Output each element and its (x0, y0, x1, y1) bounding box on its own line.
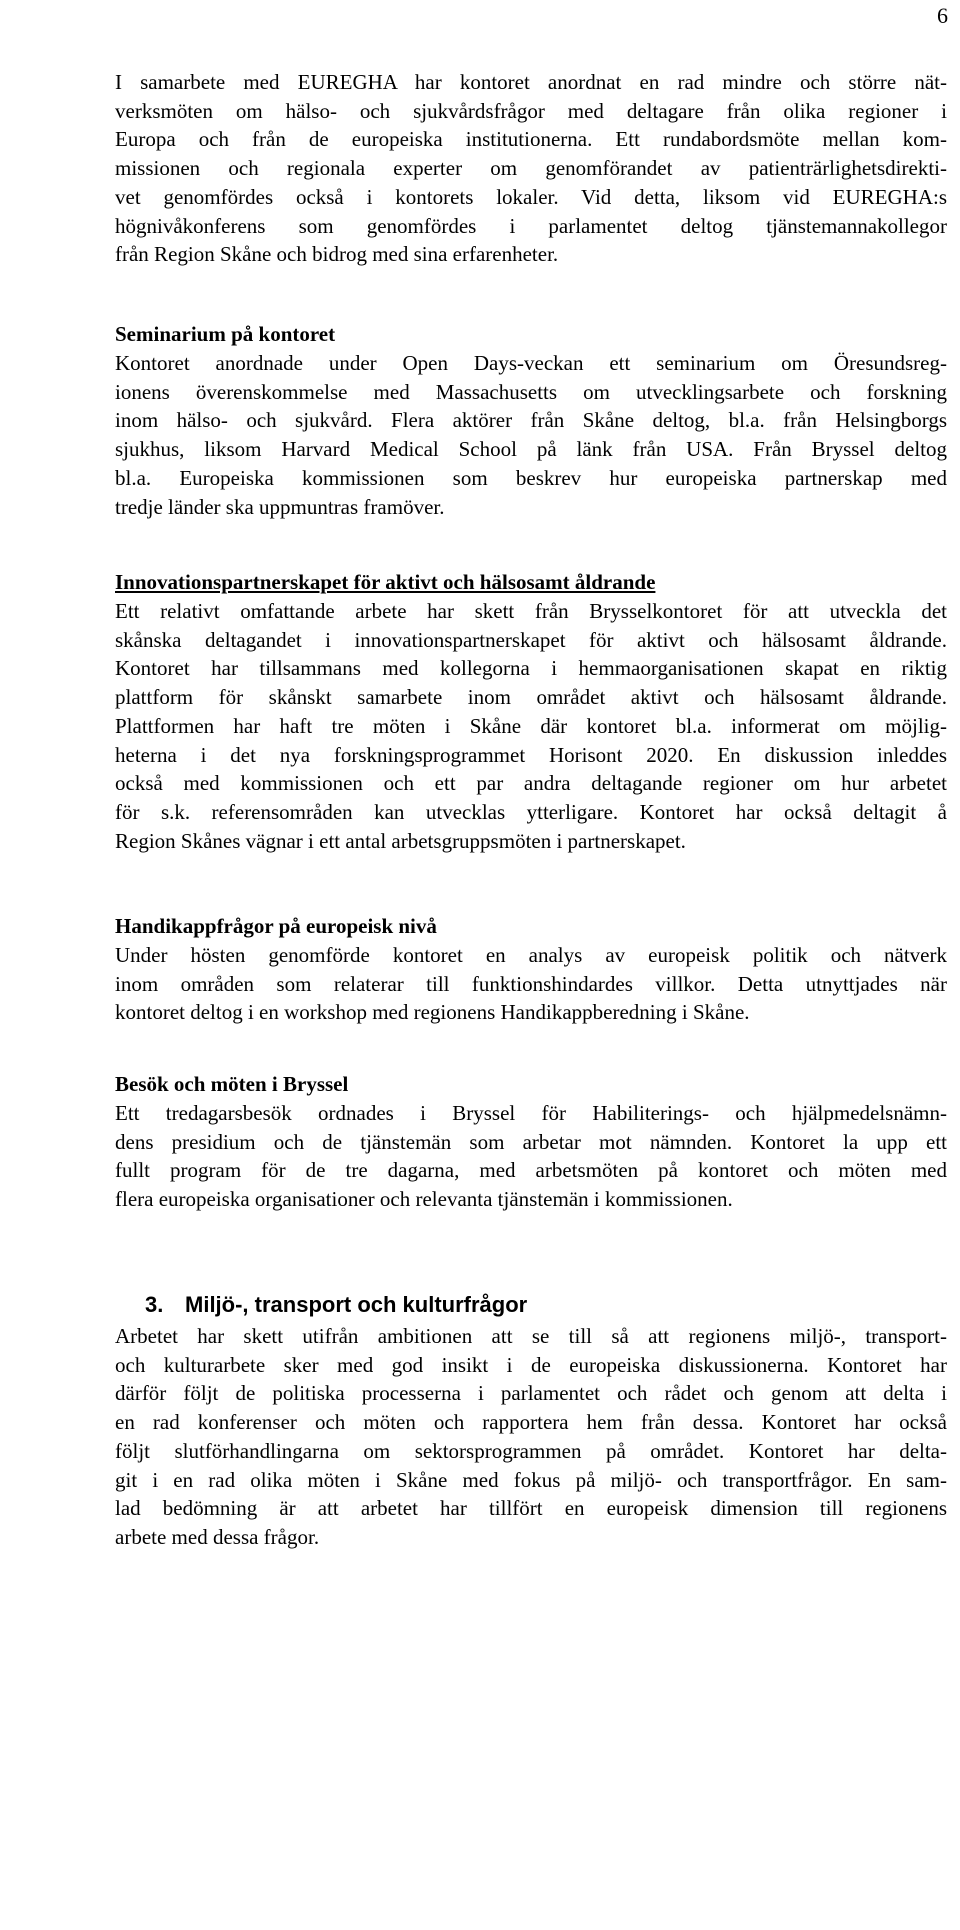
text-line: I samarbete med EUREGHA har kontoret anordnat en rad mindre och större nät- (115, 70, 947, 94)
chapter-title: Miljö-, transport och kulturfrågor (185, 1292, 528, 1317)
text-line: och kulturarbete sker med god insikt i de europeiska diskussionerna. Kontoret har (115, 1352, 947, 1377)
seminarium-paragraph (115, 349, 947, 521)
text-line: inom hälso- och sjukvård. Flera aktörer från Skåne deltog, bl.a. från Helsingborgs (115, 408, 947, 433)
text-line: lad bedömning är att arbetet har tillfört en europeisk dimension till regionens (115, 1496, 947, 1521)
text-line: Kontoret har tillsammans med kollegorna i hemmaorganisationen skapat en riktig (115, 656, 947, 681)
text-line: Kontoret anordnade under Open Days-veckan ett seminarium om Öresundsreg- (115, 351, 947, 375)
text-line: plattform för skånskt samarbete inom området aktivt och hälsosamt åldrande. (115, 685, 947, 710)
text-line: en rad konferenser och möten och rapportera hem från dessa. Kontoret har också (115, 1410, 947, 1435)
text-line: Ett tredagarsbesök ordnades i Bryssel för Habiliterings- och hjälpmedelsnämn- (115, 1101, 947, 1125)
chapter-heading (145, 1291, 527, 1319)
text-line: dens presidium och de tjänstemän som arbetar mot nämnden. Kontoret la upp ett (115, 1129, 947, 1154)
text-line: git i en rad olika möten i Skåne med fokus på miljö- och transportfrågor. En sam- (115, 1467, 947, 1492)
text-line: Under hösten genomförde kontoret en analys av europeisk politik och nätverk (115, 943, 947, 967)
text-line: Arbetet har skett utifrån ambitionen att se till så att regionens miljö-, transport- (115, 1324, 947, 1348)
handikapp-heading: Handikappfrågor på europeisk nivå (115, 914, 437, 938)
besok-heading: Besök och möten i Bryssel (115, 1072, 349, 1096)
text-line: heterna i det nya forskningsprogrammet Horisont 2020. En diskussion inleddes (115, 742, 947, 767)
text-line: flera europeiska organisationer och relevanta tjänstemän i kommissionen. (115, 1187, 733, 1212)
text-line: från Region Skåne och bidrog med sina erfarenheter. (115, 242, 559, 267)
text-line: därför följt de politiska processerna i parlamentet och rådet och genom att delta i (115, 1381, 947, 1406)
text-line: bl.a. Europeiska kommissionen som beskrev hur europeiska partnerskap med (115, 465, 947, 490)
text-line: missionen och regionala experter om genomförandet av patienträrlighetsdirekti- (115, 156, 947, 181)
text-line: Europa och från de europeiska institutionerna. Ett rundabordsmöte mellan kom- (115, 127, 947, 152)
text-line: tredje länder ska uppmuntras framöver. (115, 494, 445, 519)
seminarium-heading: Seminarium på kontoret (115, 322, 336, 346)
text-line: också med kommissionen och ett par andra deltagande regioner om hur arbetet (115, 771, 947, 796)
text-line: sjukhus, liksom Harvard Medical School på länk från USA. Från Bryssel deltog (115, 437, 947, 462)
text-line: följt slutförhandlingarna om sektorsprogrammen på området. Kontoret har delta- (115, 1438, 947, 1463)
page-number: 6 (937, 3, 948, 28)
text-line: vet genomfördes också i kontorets lokaler. Vid detta, liksom vid EUREGHA:s (115, 184, 947, 209)
chapter-number: 3. (145, 1292, 164, 1317)
besok-paragraph (115, 1099, 947, 1214)
text-line: kontoret deltog i en workshop med regionens Handikappberedning i Skåne. (115, 1000, 750, 1025)
text-line: för s.k. referensområden kan utvecklas ytterligare. Kontoret har också deltagit å (115, 799, 947, 824)
text-line: Plattformen har haft tre möten i Skåne där kontoret bl.a. informerat om möjlig- (115, 713, 947, 738)
text-line: Ett relativt omfattande arbete har skett från Brysselkontoret för att utveckla det (115, 599, 947, 623)
text-line: ionens överenskommelse med Massachusetts om utvecklingsarbete och forskning (115, 379, 947, 404)
intro-paragraph (115, 68, 947, 269)
text-line: Region Skånes vägnar i ett antal arbetsgruppsmöten i partnerskapet. (115, 828, 686, 853)
innovation-paragraph (115, 597, 947, 855)
chapter3-paragraph (115, 1322, 947, 1552)
innovation-heading: Innovationspartnerskapet för aktivt och hälsosamt åldrande (115, 570, 656, 594)
text-line: högnivåkonferens som genomfördes i parlamentet deltog tjänstemannakollegor (115, 213, 947, 238)
text-line: fullt program för de tre dagarna, med arbetsmöten på kontoret och möten med (115, 1158, 947, 1183)
text-line: arbete med dessa frågor. (115, 1524, 320, 1549)
text-line: verksmöten om hälso- och sjukvårdsfrågor med deltagare från olika regioner i (115, 98, 947, 123)
text-line: inom områden som relaterar till funktionshindardes villkor. Detta utnyttjades när (115, 971, 947, 996)
text-line: skånska deltagandet i innovationspartnerskapet för aktivt och hälsosamt åldrande. (115, 627, 947, 652)
handikapp-paragraph (115, 941, 947, 1027)
